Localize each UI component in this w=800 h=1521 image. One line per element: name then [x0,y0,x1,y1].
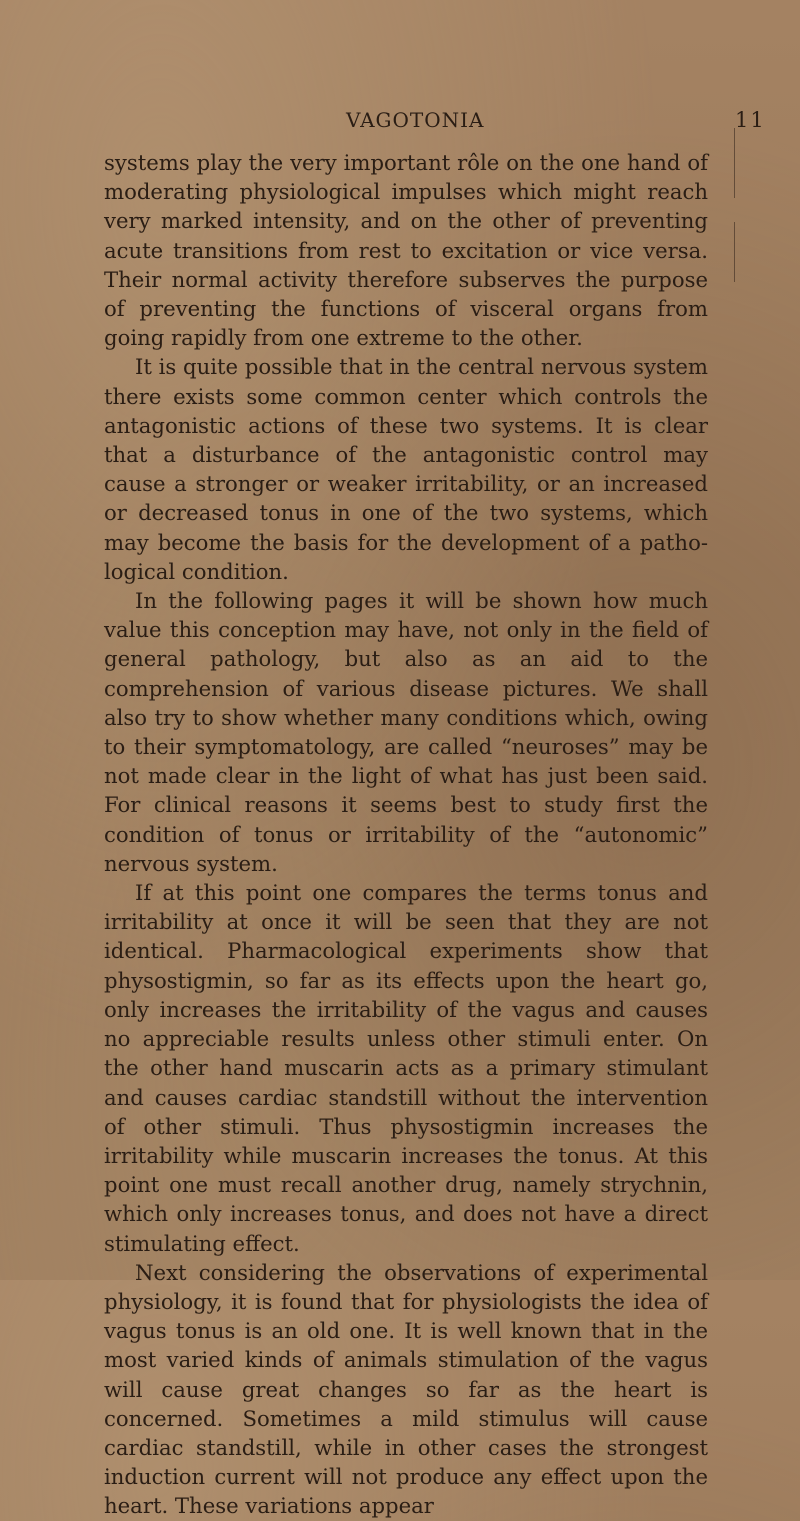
paragraph-3: In the following pages it will be shown how much value this conception may have, not only in the field of general pathology, but also as an aid to the comprehension of various disease pictures. We shall also try to show whether many conditions which, owing to their symptomatology, are called “neuroses” may be not made clear in the light of what has just been said. For clinical reasons it seems best to study first the condition of tonus or irritability of the “autonomic” nervous system. [104,588,708,876]
paragraph-2: It is quite possible that in the central nervous system there exists some common center which controls the antagonistic actions of these two systems. It is clear that a disturbance of the antagonistic control may cause a stronger or weaker irritability, or an increased or decreased tonus in one of the two systems, which may become the basis for the development of a pathological condition. [104,354,708,584]
page-header [0,100,800,140]
paragraph-1: systems play the very important rôle on the one hand of moderating physiological impulses which might reach very marked intensity, and on the other of preventing acute transitions from rest to excitation or vice versa. Their normal activity therefore subserves the purpose of preventing the functions of visceral organs from going rapidly from one extreme to the other. [104,150,708,351]
paragraph-4: If at this point one compares the terms tonus and irritability at once it will be seen that they are not identical. Pharmacological experiments show that physostigmin, so far as its effects upon the heart go, only increases the irritability of the vagus and causes no appreciable results unless other stimuli enter. On the other hand muscarin acts as a primary stimulant and causes cardiac standstill without the intervention of other stimuli. Thus physostigmin increases the irritability while muscarin increases the tonus. At this point one must recall another drug, namely strychnin, which only increases tonus, and does not have a direct stimulating effect. [104,880,708,1256]
margin-line-mark [734,222,735,282]
page-number: 11 [735,108,766,132]
body-text [104,148,708,1521]
running-title: VAGOTONIA [346,108,485,132]
paragraph-5: Next considering the observations of experimental physiology, it is found that for physiologists the idea of vagus tonus is an old one. It is well known that in the most varied kinds of animals stimulation of the vagus will cause great changes so far as the heart is concerned. Sometimes a mild stimulus will cause cardiac standstill, while in other cases the strongest induction current will not produce any effect upon the heart. These variations appear [104,1259,708,1519]
margin-line-mark [734,128,735,198]
